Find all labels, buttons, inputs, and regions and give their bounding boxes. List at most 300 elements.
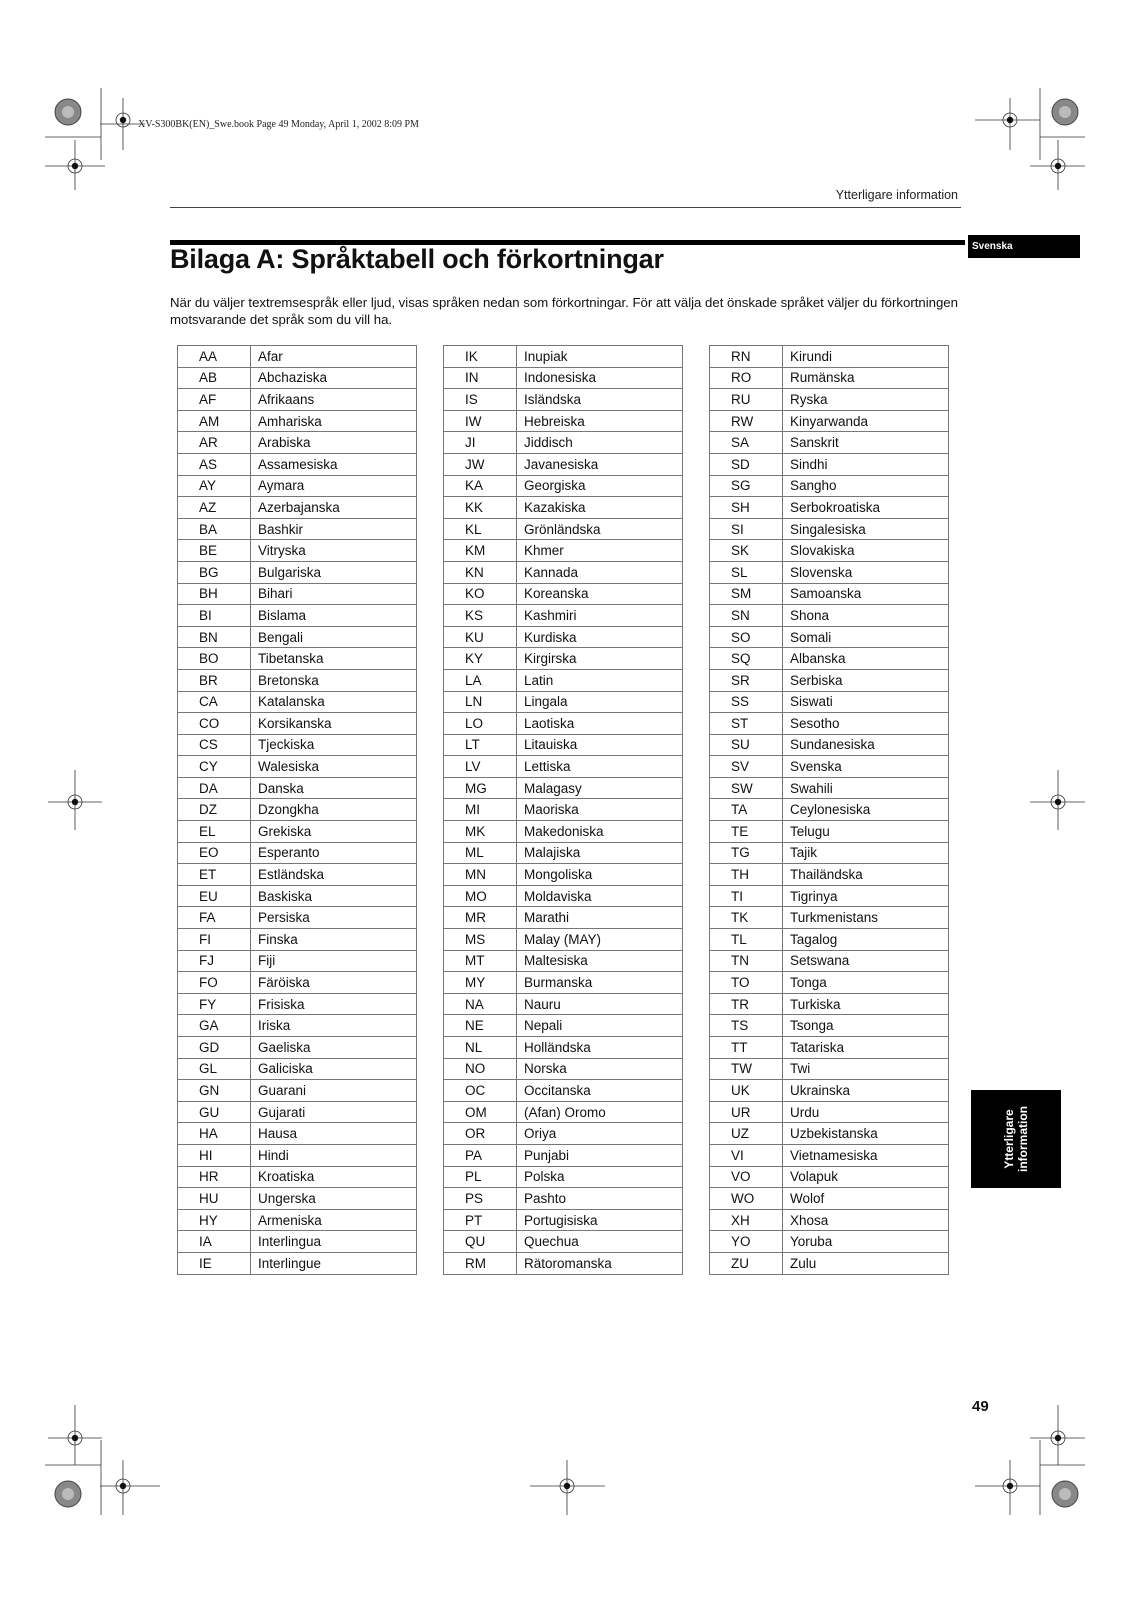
language-code: EU bbox=[178, 885, 251, 907]
table-row bbox=[178, 777, 417, 799]
table-row bbox=[444, 777, 683, 799]
language-code: NA bbox=[444, 993, 517, 1015]
table-row bbox=[710, 410, 949, 432]
table-row bbox=[710, 1144, 949, 1166]
language-code: WO bbox=[710, 1188, 783, 1210]
language-name: Oriya bbox=[517, 1123, 683, 1145]
language-code: GA bbox=[178, 1015, 251, 1037]
language-code: ZU bbox=[710, 1252, 783, 1274]
language-code: LO bbox=[444, 713, 517, 735]
table-row bbox=[710, 1252, 949, 1274]
language-code: KY bbox=[444, 648, 517, 670]
language-code: KS bbox=[444, 605, 517, 627]
language-tab: Svenska bbox=[968, 235, 1080, 258]
table-row bbox=[444, 605, 683, 627]
language-name: Aymara bbox=[251, 475, 417, 497]
language-name: Vitryska bbox=[251, 540, 417, 562]
language-code: PL bbox=[444, 1166, 517, 1188]
table-row bbox=[178, 1101, 417, 1123]
language-code: KN bbox=[444, 561, 517, 583]
language-code: SR bbox=[710, 669, 783, 691]
table-row bbox=[710, 1231, 949, 1253]
language-code: LT bbox=[444, 734, 517, 756]
table-row bbox=[444, 1231, 683, 1253]
table-row bbox=[178, 432, 417, 454]
language-code: RN bbox=[710, 346, 783, 368]
language-code: SI bbox=[710, 518, 783, 540]
language-code: SL bbox=[710, 561, 783, 583]
language-name: Turkmenistans bbox=[783, 907, 949, 929]
language-code: CA bbox=[178, 691, 251, 713]
language-code: MI bbox=[444, 799, 517, 821]
language-name: Kannada bbox=[517, 561, 683, 583]
language-table-2 bbox=[443, 345, 683, 1275]
language-code: IN bbox=[444, 367, 517, 389]
language-code: LA bbox=[444, 669, 517, 691]
language-code: RU bbox=[710, 389, 783, 411]
table-row bbox=[710, 907, 949, 929]
language-name: Litauiska bbox=[517, 734, 683, 756]
table-row bbox=[178, 993, 417, 1015]
language-name: Tsonga bbox=[783, 1015, 949, 1037]
language-code: AF bbox=[178, 389, 251, 411]
language-name: Tatariska bbox=[783, 1037, 949, 1059]
language-name: Grekiska bbox=[251, 821, 417, 843]
language-name: Frisiska bbox=[251, 993, 417, 1015]
language-name: Javanesiska bbox=[517, 453, 683, 475]
language-name: Esperanto bbox=[251, 842, 417, 864]
table-row bbox=[710, 885, 949, 907]
language-name: Quechua bbox=[517, 1231, 683, 1253]
language-name: Hausa bbox=[251, 1123, 417, 1145]
language-code: VO bbox=[710, 1166, 783, 1188]
language-name: Vietnamesiska bbox=[783, 1144, 949, 1166]
language-code: SH bbox=[710, 497, 783, 519]
language-name: Pashto bbox=[517, 1188, 683, 1210]
language-code: PT bbox=[444, 1209, 517, 1231]
language-name: Walesiska bbox=[251, 756, 417, 778]
table-row bbox=[444, 864, 683, 886]
header-divider bbox=[170, 207, 961, 208]
language-name: Interlingua bbox=[251, 1231, 417, 1253]
language-name: Kurdiska bbox=[517, 626, 683, 648]
table-row bbox=[178, 453, 417, 475]
table-row bbox=[178, 648, 417, 670]
language-code: SK bbox=[710, 540, 783, 562]
language-code: SN bbox=[710, 605, 783, 627]
language-code: DA bbox=[178, 777, 251, 799]
language-name: Ceylonesiska bbox=[783, 799, 949, 821]
table-row bbox=[178, 1080, 417, 1102]
table-row bbox=[178, 1123, 417, 1145]
table-row bbox=[178, 756, 417, 778]
language-name: Nauru bbox=[517, 993, 683, 1015]
language-name: Hindi bbox=[251, 1144, 417, 1166]
language-name: Arabiska bbox=[251, 432, 417, 454]
table-row bbox=[178, 821, 417, 843]
language-name: Tagalog bbox=[783, 929, 949, 951]
language-code: MS bbox=[444, 929, 517, 951]
language-code: AM bbox=[178, 410, 251, 432]
table-row bbox=[710, 993, 949, 1015]
table-row bbox=[178, 389, 417, 411]
table-row bbox=[710, 367, 949, 389]
language-name: Telugu bbox=[783, 821, 949, 843]
language-code: KA bbox=[444, 475, 517, 497]
language-code: KL bbox=[444, 518, 517, 540]
table-row bbox=[178, 950, 417, 972]
language-name: Siswati bbox=[783, 691, 949, 713]
side-tab-label: Ytterligare information bbox=[1002, 1106, 1030, 1172]
language-name: Serbokroatiska bbox=[783, 497, 949, 519]
language-name: Kashmiri bbox=[517, 605, 683, 627]
table-row bbox=[178, 367, 417, 389]
table-row bbox=[444, 756, 683, 778]
language-code: SG bbox=[710, 475, 783, 497]
language-code: GU bbox=[178, 1101, 251, 1123]
table-row bbox=[444, 799, 683, 821]
table-row bbox=[710, 777, 949, 799]
language-name: Gujarati bbox=[251, 1101, 417, 1123]
table-row bbox=[178, 799, 417, 821]
table-row bbox=[710, 518, 949, 540]
language-code: RM bbox=[444, 1252, 517, 1274]
language-name: Ukrainska bbox=[783, 1080, 949, 1102]
language-name: Färöiska bbox=[251, 972, 417, 994]
table-row bbox=[710, 540, 949, 562]
language-name: Bulgariska bbox=[251, 561, 417, 583]
table-row bbox=[444, 1166, 683, 1188]
language-name: Samoanska bbox=[783, 583, 949, 605]
table-row bbox=[444, 950, 683, 972]
language-name: Katalanska bbox=[251, 691, 417, 713]
language-code: RW bbox=[710, 410, 783, 432]
language-code: NE bbox=[444, 1015, 517, 1037]
table-row bbox=[710, 1188, 949, 1210]
language-name: Singalesiska bbox=[783, 518, 949, 540]
table-row bbox=[444, 1144, 683, 1166]
language-code: OM bbox=[444, 1101, 517, 1123]
language-code: TR bbox=[710, 993, 783, 1015]
language-code: PA bbox=[444, 1144, 517, 1166]
language-name: (Afan) Oromo bbox=[517, 1101, 683, 1123]
table-row bbox=[178, 972, 417, 994]
page-title: Bilaga A: Språktabell och förkortningar bbox=[170, 244, 664, 274]
language-code: HR bbox=[178, 1166, 251, 1188]
table-row bbox=[178, 929, 417, 951]
language-name: Rumänska bbox=[783, 367, 949, 389]
language-name: Kinyarwanda bbox=[783, 410, 949, 432]
language-code: KK bbox=[444, 497, 517, 519]
language-name: Indonesiska bbox=[517, 367, 683, 389]
language-name: Sesotho bbox=[783, 713, 949, 735]
table-row bbox=[178, 1188, 417, 1210]
table-row bbox=[444, 626, 683, 648]
table-row bbox=[710, 432, 949, 454]
language-name: Fiji bbox=[251, 950, 417, 972]
language-name: Isländska bbox=[517, 389, 683, 411]
language-name: Swahili bbox=[783, 777, 949, 799]
language-name: Turkiska bbox=[783, 993, 949, 1015]
language-name: Jiddisch bbox=[517, 432, 683, 454]
language-name: Kirundi bbox=[783, 346, 949, 368]
language-name: Yoruba bbox=[783, 1231, 949, 1253]
language-name: Armeniska bbox=[251, 1209, 417, 1231]
table-row bbox=[444, 1252, 683, 1274]
language-code: FI bbox=[178, 929, 251, 951]
table-row bbox=[444, 691, 683, 713]
table-row bbox=[444, 972, 683, 994]
language-code: ST bbox=[710, 713, 783, 735]
language-name: Laotiska bbox=[517, 713, 683, 735]
language-name: Xhosa bbox=[783, 1209, 949, 1231]
language-code: TW bbox=[710, 1058, 783, 1080]
language-name: Wolof bbox=[783, 1188, 949, 1210]
language-name: Abchaziska bbox=[251, 367, 417, 389]
language-name: Hebreiska bbox=[517, 410, 683, 432]
page-number: 49 bbox=[972, 1398, 989, 1415]
language-code: UR bbox=[710, 1101, 783, 1123]
language-code: SU bbox=[710, 734, 783, 756]
language-code: TH bbox=[710, 864, 783, 886]
table-row bbox=[444, 1080, 683, 1102]
table-row bbox=[710, 626, 949, 648]
language-name: Malay (MAY) bbox=[517, 929, 683, 951]
language-name: Bihari bbox=[251, 583, 417, 605]
language-name: Occitanska bbox=[517, 1080, 683, 1102]
language-name: Galiciska bbox=[251, 1058, 417, 1080]
table-row bbox=[178, 561, 417, 583]
table-row bbox=[710, 799, 949, 821]
language-code: NO bbox=[444, 1058, 517, 1080]
side-tab bbox=[971, 1090, 1061, 1188]
table-row bbox=[178, 713, 417, 735]
language-code: GN bbox=[178, 1080, 251, 1102]
language-name: Korsikanska bbox=[251, 713, 417, 735]
language-name: Lingala bbox=[517, 691, 683, 713]
language-code: XH bbox=[710, 1209, 783, 1231]
language-code: FA bbox=[178, 907, 251, 929]
language-name: Estländska bbox=[251, 864, 417, 886]
language-name: Iriska bbox=[251, 1015, 417, 1037]
section-header: Ytterligare information bbox=[835, 188, 958, 202]
language-code: YO bbox=[710, 1231, 783, 1253]
language-name: Khmer bbox=[517, 540, 683, 562]
language-code: EL bbox=[178, 821, 251, 843]
table-row bbox=[178, 1231, 417, 1253]
language-code: SQ bbox=[710, 648, 783, 670]
language-code: ET bbox=[178, 864, 251, 886]
table-row bbox=[178, 605, 417, 627]
language-code: LN bbox=[444, 691, 517, 713]
table-row bbox=[178, 346, 417, 368]
language-code: UK bbox=[710, 1080, 783, 1102]
language-name: Dzongkha bbox=[251, 799, 417, 821]
language-name: Mongoliska bbox=[517, 864, 683, 886]
table-row bbox=[178, 907, 417, 929]
table-row bbox=[444, 561, 683, 583]
language-code: BE bbox=[178, 540, 251, 562]
table-row bbox=[444, 1188, 683, 1210]
language-name: Grönländska bbox=[517, 518, 683, 540]
language-name: Punjabi bbox=[517, 1144, 683, 1166]
language-code: KU bbox=[444, 626, 517, 648]
language-name: Tonga bbox=[783, 972, 949, 994]
language-name: Maltesiska bbox=[517, 950, 683, 972]
language-code: IW bbox=[444, 410, 517, 432]
language-code: GD bbox=[178, 1037, 251, 1059]
table-row bbox=[444, 346, 683, 368]
language-name: Shona bbox=[783, 605, 949, 627]
table-row bbox=[444, 389, 683, 411]
language-code: CS bbox=[178, 734, 251, 756]
table-row bbox=[444, 842, 683, 864]
language-name: Afrikaans bbox=[251, 389, 417, 411]
language-name: Ungerska bbox=[251, 1188, 417, 1210]
language-name: Malagasy bbox=[517, 777, 683, 799]
table-row bbox=[710, 734, 949, 756]
language-name: Rätoromanska bbox=[517, 1252, 683, 1274]
language-code: AY bbox=[178, 475, 251, 497]
language-code: SS bbox=[710, 691, 783, 713]
language-code: VI bbox=[710, 1144, 783, 1166]
table-row bbox=[444, 453, 683, 475]
table-row bbox=[710, 583, 949, 605]
language-code: JW bbox=[444, 453, 517, 475]
language-name: Norska bbox=[517, 1058, 683, 1080]
language-name: Portugisiska bbox=[517, 1209, 683, 1231]
table-row bbox=[444, 929, 683, 951]
table-row bbox=[178, 864, 417, 886]
table-row bbox=[444, 1037, 683, 1059]
table-row bbox=[178, 540, 417, 562]
language-code: FJ bbox=[178, 950, 251, 972]
language-name: Sanskrit bbox=[783, 432, 949, 454]
language-code: HA bbox=[178, 1123, 251, 1145]
table-row bbox=[710, 1101, 949, 1123]
language-code: HU bbox=[178, 1188, 251, 1210]
language-name: Bislama bbox=[251, 605, 417, 627]
table-row bbox=[710, 669, 949, 691]
language-code: QU bbox=[444, 1231, 517, 1253]
language-code: JI bbox=[444, 432, 517, 454]
print-header: XV-S300BK(EN)_Swe.book Page 49 Monday, April 1, 2002 8:09 PM bbox=[138, 119, 419, 130]
language-name: Danska bbox=[251, 777, 417, 799]
language-code: SV bbox=[710, 756, 783, 778]
language-name: Malajiska bbox=[517, 842, 683, 864]
language-name: Uzbekistanska bbox=[783, 1123, 949, 1145]
table-row bbox=[178, 1015, 417, 1037]
language-code: HY bbox=[178, 1209, 251, 1231]
language-code: SW bbox=[710, 777, 783, 799]
table-row bbox=[444, 1058, 683, 1080]
language-name: Interlingue bbox=[251, 1252, 417, 1274]
table-row bbox=[710, 713, 949, 735]
table-row bbox=[178, 1166, 417, 1188]
table-row bbox=[444, 367, 683, 389]
language-code: IK bbox=[444, 346, 517, 368]
language-name: Slovakiska bbox=[783, 540, 949, 562]
table-row bbox=[444, 497, 683, 519]
table-row bbox=[444, 518, 683, 540]
language-code: MY bbox=[444, 972, 517, 994]
table-row bbox=[178, 518, 417, 540]
language-code: IE bbox=[178, 1252, 251, 1274]
language-name: Polska bbox=[517, 1166, 683, 1188]
language-name: Kirgirska bbox=[517, 648, 683, 670]
language-code: CO bbox=[178, 713, 251, 735]
language-code: AS bbox=[178, 453, 251, 475]
language-code: DZ bbox=[178, 799, 251, 821]
language-code: AA bbox=[178, 346, 251, 368]
language-name: Georgiska bbox=[517, 475, 683, 497]
table-row bbox=[444, 1015, 683, 1037]
table-row bbox=[710, 346, 949, 368]
table-row bbox=[444, 1123, 683, 1145]
table-row bbox=[178, 410, 417, 432]
language-table-1 bbox=[177, 345, 417, 1275]
table-row bbox=[178, 583, 417, 605]
table-row bbox=[710, 1166, 949, 1188]
language-code: BG bbox=[178, 561, 251, 583]
language-name: Makedoniska bbox=[517, 821, 683, 843]
language-name: Bashkir bbox=[251, 518, 417, 540]
language-code: AR bbox=[178, 432, 251, 454]
language-code: BI bbox=[178, 605, 251, 627]
language-code: RO bbox=[710, 367, 783, 389]
language-name: Albanska bbox=[783, 648, 949, 670]
table-row bbox=[178, 691, 417, 713]
intro-paragraph: När du väljer textremsespråk eller ljud, visas språken nedan som förkortningar. För att välja det önskade språket väljer du förkortningen motsvarande det språk som du vill ha. bbox=[170, 295, 958, 327]
table-row bbox=[710, 1058, 949, 1080]
language-name: Bretonska bbox=[251, 669, 417, 691]
language-name: Azerbajanska bbox=[251, 497, 417, 519]
table-row bbox=[710, 1080, 949, 1102]
language-name: Svenska bbox=[783, 756, 949, 778]
language-code: MO bbox=[444, 885, 517, 907]
table-row bbox=[710, 950, 949, 972]
table-row bbox=[444, 475, 683, 497]
table-row bbox=[444, 993, 683, 1015]
language-code: OC bbox=[444, 1080, 517, 1102]
language-name: Kazakiska bbox=[517, 497, 683, 519]
table-row bbox=[444, 885, 683, 907]
table-row bbox=[178, 885, 417, 907]
language-code: MT bbox=[444, 950, 517, 972]
language-code: MK bbox=[444, 821, 517, 843]
language-name: Sindhi bbox=[783, 453, 949, 475]
table-row bbox=[710, 475, 949, 497]
table-row bbox=[444, 432, 683, 454]
language-name: Setswana bbox=[783, 950, 949, 972]
language-code: SD bbox=[710, 453, 783, 475]
table-row bbox=[710, 972, 949, 994]
table-row bbox=[444, 1209, 683, 1231]
language-code: GL bbox=[178, 1058, 251, 1080]
language-name: Burmanska bbox=[517, 972, 683, 994]
table-row bbox=[710, 389, 949, 411]
language-code: SO bbox=[710, 626, 783, 648]
language-code: TK bbox=[710, 907, 783, 929]
language-code: SM bbox=[710, 583, 783, 605]
table-row bbox=[710, 605, 949, 627]
language-code: PS bbox=[444, 1188, 517, 1210]
language-code: TO bbox=[710, 972, 783, 994]
language-name: Assamesiska bbox=[251, 453, 417, 475]
language-code: OR bbox=[444, 1123, 517, 1145]
table-row bbox=[178, 669, 417, 691]
table-row bbox=[710, 497, 949, 519]
